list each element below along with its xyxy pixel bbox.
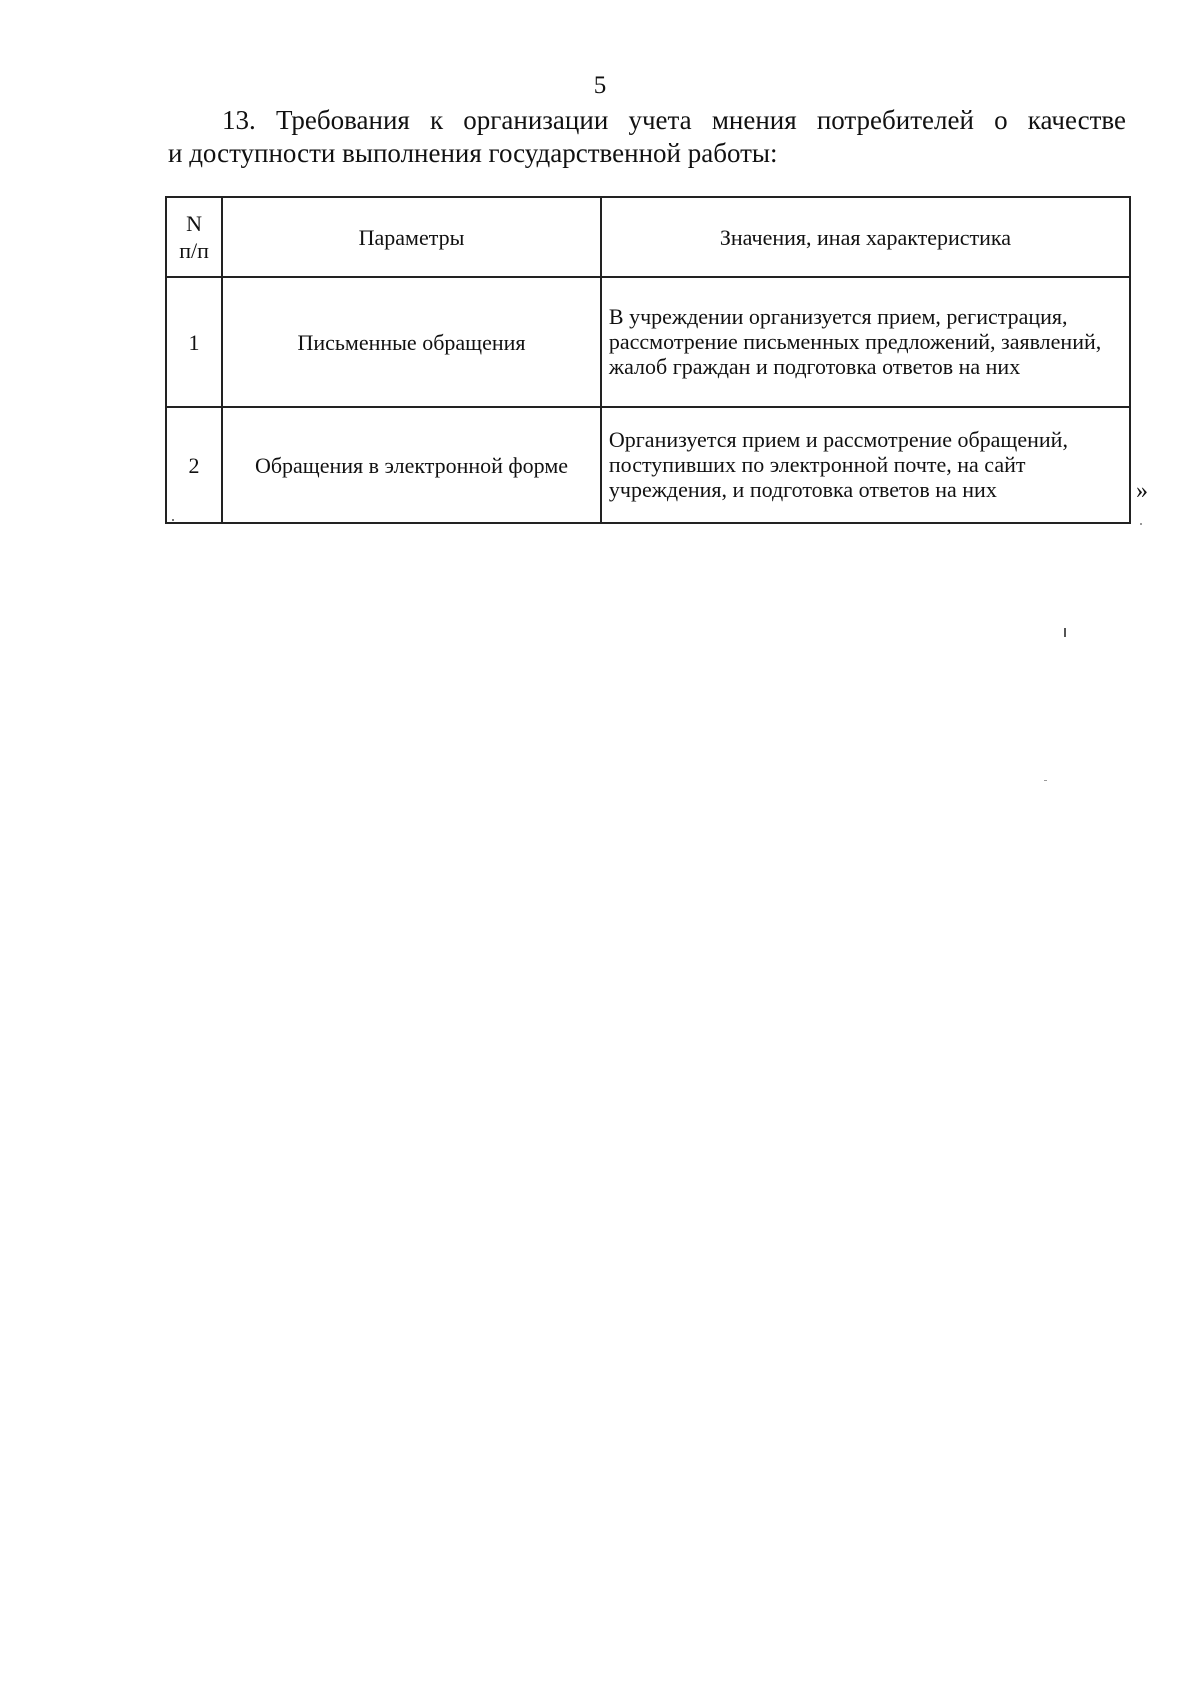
requirements-table: [165, 196, 1131, 524]
table-row: [166, 277, 1130, 407]
row-number: 2: [166, 407, 222, 523]
row-value: В учреждении организуется прием, регистрация, рассмотрение письменных предложений, заявлений, жалоб граждан и подготовка ответов на них: [601, 277, 1130, 407]
row-number: 1: [166, 277, 222, 407]
header-values: Значения, иная характеристика: [601, 197, 1130, 277]
header-number-n: N: [186, 211, 202, 236]
table-row: [166, 407, 1130, 523]
section-heading-line-2: и доступности выполнения государственной работы:: [168, 138, 778, 168]
header-parameters: Параметры: [222, 197, 601, 277]
closing-quote-mark: »: [1136, 478, 1148, 504]
header-number-pp: п/п: [179, 238, 209, 263]
scan-speck: [1064, 628, 1066, 637]
scan-speck: [172, 519, 174, 521]
section-heading: [168, 104, 1126, 170]
row-value: Организуется прием и рассмотрение обращений, поступивших по электронной почте, на сайт учреждения, и подготовка ответов на них: [601, 407, 1130, 523]
section-heading-line-1: 13. Требования к организации учета мнения потребителей о качестве: [222, 105, 1126, 135]
row-parameter: Письменные обращения: [222, 277, 601, 407]
table-header-row: [166, 197, 1130, 277]
page-number: 5: [593, 72, 607, 99]
scan-speck: [1140, 523, 1142, 525]
scan-speck: [1044, 780, 1047, 781]
header-number: [166, 197, 222, 277]
row-parameter: Обращения в электронной форме: [222, 407, 601, 523]
